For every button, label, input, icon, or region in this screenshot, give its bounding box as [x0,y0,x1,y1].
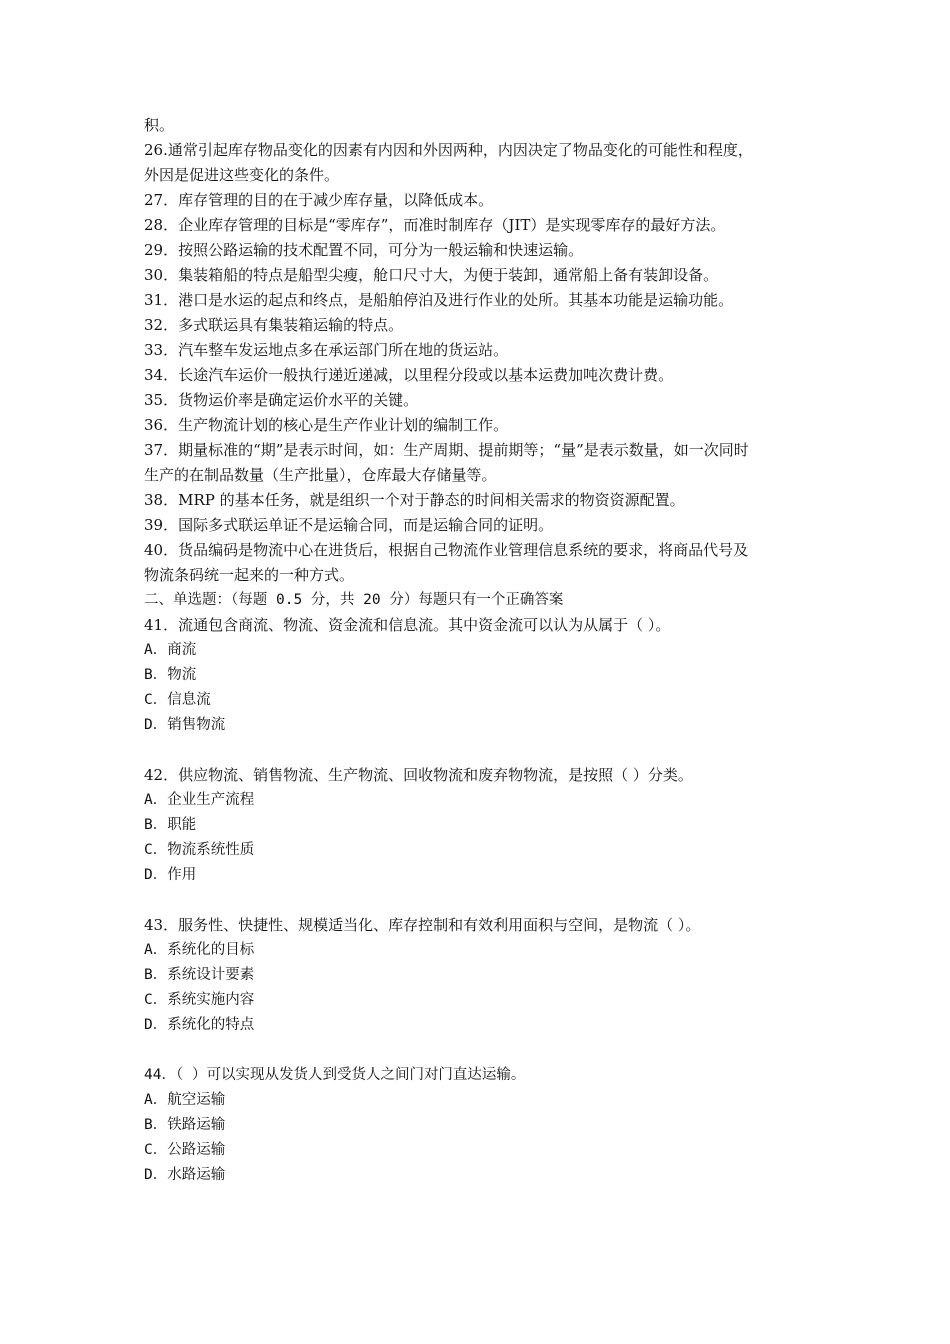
question-30: 30．集装箱船的特点是船型尖瘦，舱口尺寸大，为便于装卸，通常船上备有装卸设备。 [144,266,719,284]
option-a: A．商流 [144,642,197,658]
option-a: A．企业生产流程 [144,792,255,808]
single-choice-questions [144,613,812,1188]
page-content [144,113,812,1188]
option-d: D．系统化的特点 [144,1017,255,1033]
question-34: 34．长途汽车运价一般执行递近递减，以里程分段或以基本运费加吨次费计费。 [144,366,674,384]
question-stem: 43．服务性、快捷性、规模适当化、库存控制和有效利用面积与空间，是物流（ ）。 [144,916,701,934]
question-37-cont: 生产的在制品数量（生产批量），仓库最大存储量等。 [144,466,497,484]
option-d: D．水路运输 [144,1167,226,1183]
question-40: 40．货品编码是物流中心在进货后，根据自己物流作业管理信息系统的要求，将商品代号及 [144,541,749,559]
question-27: 27．库存管理的目的在于减少库存量，以降低成本。 [144,191,494,209]
option-d: D．作用 [144,867,197,883]
question-26: 26.通常引起库存物品变化的因素有内因和外因两种，内因决定了物品变化的可能性和程度， [144,141,753,159]
question-38: 38．MRP 的基本任务，就是组织一个对于静态的时间相关需求的物资资源配置。 [144,491,685,509]
question-41 [144,613,812,738]
spacer [144,888,812,913]
option-b: B．系统设计要素 [144,967,255,983]
question-stem: 44．（ ）可以实现从发货人到受货人之间门对门直达运输。 [144,1067,526,1083]
option-c: C．公路运输 [144,1142,226,1158]
question-31: 31．港口是水运的起点和终点，是船舶停泊及进行作业的处所。其基本功能是运输功能。 [144,291,734,309]
question-32: 32．多式联运具有集装箱运输的特点。 [144,316,404,334]
question-26-cont: 外因是促进这些变化的条件。 [144,166,340,184]
text-line: 积。 [144,116,175,134]
question-29: 29．按照公路运输的技术配置不同，可分为一般运输和快速运输。 [144,241,584,259]
question-37: 37．期量标准的“期”是表示时间，如：生产周期、提前期等；“量”是表示数量，如一次同时 [144,441,749,459]
question-35: 35．货物运价率是确定运价水平的关键。 [144,391,419,409]
option-a: A．系统化的目标 [144,942,255,958]
question-43 [144,913,812,1038]
option-b: B．铁路运输 [144,1117,226,1133]
question-42 [144,763,812,888]
question-33: 33．汽车整车发运地点多在承运部门所在地的货运站。 [144,341,509,359]
spacer [144,738,812,763]
option-d: D．销售物流 [144,717,226,733]
question-36: 36．生产物流计划的核心是生产作业计划的编制工作。 [144,416,509,434]
question-stem: 41．流通包含商流、物流、资金流和信息流。其中资金流可以认为从属于（ ）。 [144,616,671,634]
option-c: C．信息流 [144,692,211,708]
option-b: B．职能 [144,817,197,833]
option-c: C．物流系统性质 [144,842,255,858]
question-40-cont: 物流条码统一起来的一种方式。 [144,566,355,584]
option-b: B．物流 [144,667,197,683]
section-heading: 二、单选题：（每题 0.5 分，共 20 分）每题只有一个正确答案 [144,592,564,608]
option-c: C．系统实施内容 [144,992,255,1008]
judgment-questions [144,113,812,588]
question-44 [144,1063,812,1188]
question-28: 28．企业库存管理的目标是“零库存”，而准时制库存（JIT）是实现零库存的最好方法。 [144,216,726,234]
question-39: 39．国际多式联运单证不是运输合同，而是运输合同的证明。 [144,516,554,534]
question-stem: 42．供应物流、销售物流、生产物流、回收物流和废弃物物流，是按照（ ）分类。 [144,766,693,784]
spacer [144,1038,812,1063]
option-a: A．航空运输 [144,1092,226,1108]
